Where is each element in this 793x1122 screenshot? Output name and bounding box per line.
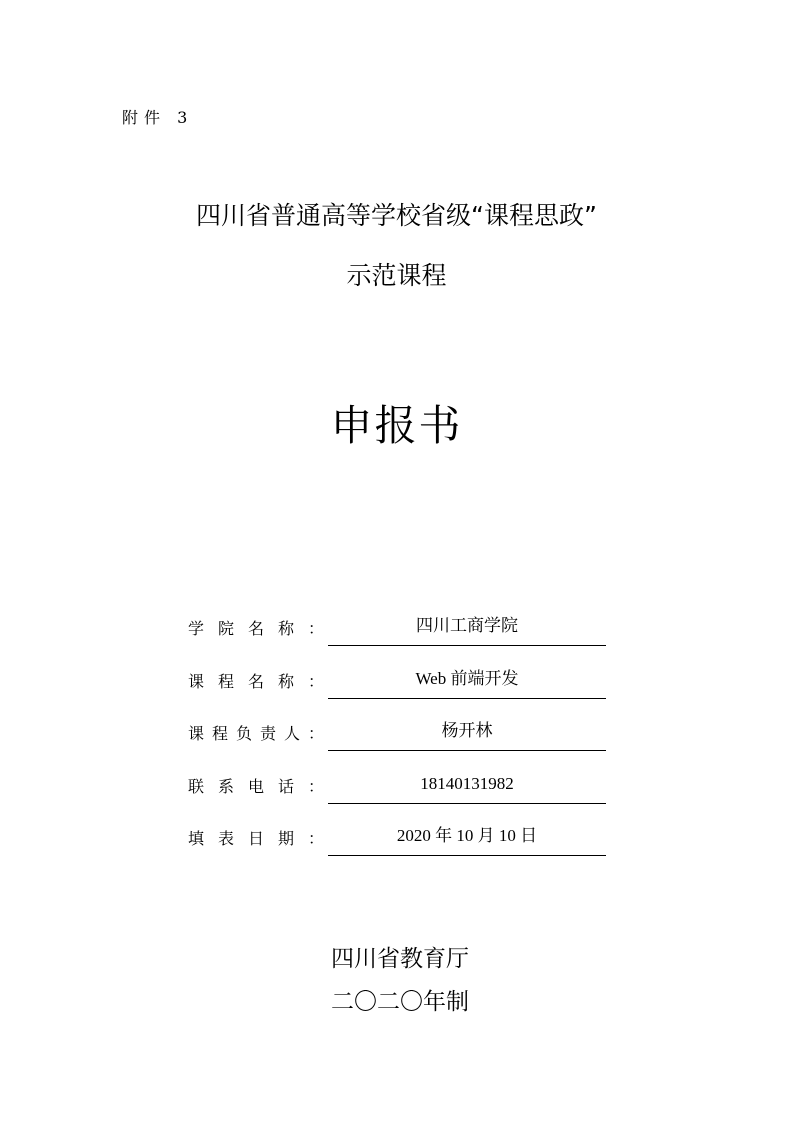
form-label: 联 系 电 话 ： (188, 776, 325, 796)
form-value: Web 前端开发 (328, 661, 606, 699)
form-value: 杨开林 (328, 713, 606, 751)
form-label: 学 院 名 称 ： (188, 619, 325, 638)
application-form (188, 608, 608, 871)
form-row-phone (188, 766, 608, 819)
form-label: 填 表 日 期 ： (188, 829, 325, 848)
form-label: 课 程 负 责 人 ： (188, 724, 325, 743)
form-row-date (188, 818, 608, 871)
document-title-line-1: 四川省普通高等学校省级“课程思政” (196, 201, 597, 230)
form-row-course-name (188, 661, 608, 714)
form-value: 18140131982 (328, 766, 606, 804)
form-row-course-leader (188, 713, 608, 766)
attachment-label: 附件 3 (122, 108, 194, 127)
issuer-name: 四川省教育厅 (331, 946, 469, 972)
form-value: 2020 年 10 月 10 日 (328, 818, 606, 856)
main-title: 申报书 (330, 401, 463, 450)
form-row-college (188, 608, 608, 661)
document-title-line-2: 示范课程 (346, 261, 447, 290)
form-label: 课 程 名 称 ： (188, 671, 325, 691)
issuer-year: 二〇二〇年制 (331, 989, 469, 1015)
form-value: 四川工商学院 (328, 608, 606, 646)
